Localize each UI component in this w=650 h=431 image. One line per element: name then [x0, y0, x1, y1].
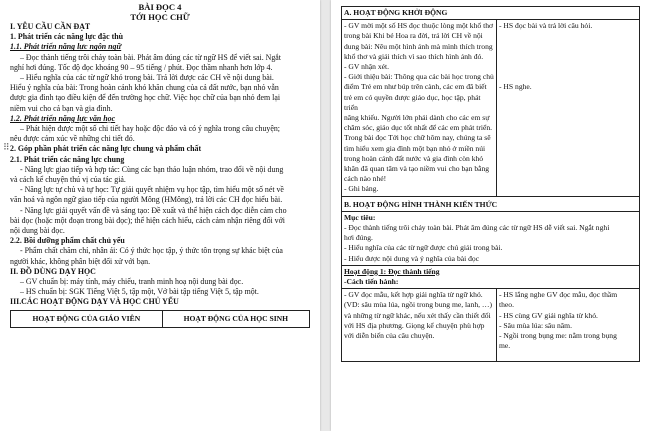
student-line: - HS nghe.: [499, 82, 532, 92]
teacher-line: - Ghi bảng.: [344, 184, 379, 194]
student-line: - HS cùng GV giải nghĩa từ khó.: [499, 310, 598, 320]
teacher-line: - GV mời một số HS đọc thuộc lòng một khổ thơ: [344, 21, 494, 31]
text-line: II. ĐỒ DÙNG DẠY HỌC: [10, 266, 96, 276]
text-line: - Phẩm chất chăm chỉ, nhân ái: Có ý thức học tập, ý thức tôn trọng sự khác biệt của: [20, 246, 283, 256]
activity-table: [341, 6, 640, 362]
text-line: nghỉ hơi đúng. Tốc độ đọc khoảng 90 – 95 tiếng / phút. Đọc thầm nhanh hơn lớp 4.: [10, 62, 273, 72]
text-line: người khác, không phân biệt đối xử với bạn.: [10, 256, 151, 266]
right-document-page: [331, 0, 650, 431]
objective-line: - Đọc thành tiếng trôi chảy toàn bài. Phát âm đúng các từ ngữ HS dễ viết sai. Ngắt nghỉ: [344, 223, 610, 233]
teacher-line: Trong bài đọc Tới học chữ hôm nay, chúng ta sẽ: [344, 133, 491, 143]
text-line: 2.1. Phát triển các năng lực chung: [10, 154, 125, 164]
activity-1-teacher: [342, 289, 497, 362]
left-body: [10, 22, 310, 308]
student-line: - HS đọc bài và trả lời câu hỏi.: [499, 21, 593, 31]
section-a-teacher: [342, 20, 497, 196]
teacher-line: năng khiếu. Người lớn phải dành cho các em sự: [344, 113, 490, 123]
text-line: - Năng lực tự chủ và tự học: Tự giải quyết nhiệm vụ học tập, tìm hiểu một số nét về: [20, 185, 284, 195]
section-a-student: [497, 20, 640, 196]
text-line: nội dung bài đọc.: [10, 226, 65, 236]
student-line: [499, 62, 637, 72]
student-line: - Ngồi trong bụng me: nằm trong bụng: [499, 331, 617, 341]
text-line: bài đọc (hoặc một đoạn trong bài đọc); thể hiện cách hiểu, cách cảm nhận riêng đối với: [10, 215, 285, 225]
text-line: – Đọc thành tiếng trôi chảy toàn bài. Phát âm đúng các từ ngữ HS để viết sai. Ngắt: [20, 52, 281, 62]
student-line: - Sâu mùa lúa: sâu năm.: [499, 320, 572, 330]
section-b-heading: B. HOẠT ĐỘNG HÌNH THÀNH KIẾN THỨC: [342, 196, 640, 211]
text-line: và cách kể chuyện thú vị của tác giả.: [10, 175, 126, 185]
teacher-line: - GV đọc mẫu, kết hợp giải nghĩa từ ngữ khó.: [344, 290, 483, 300]
teacher-line: - GV nhận xét.: [344, 62, 389, 72]
text-line: – GV chuẩn bị: máy tính, máy chiếu, tranh minh hoạ nội dung bài đọc.: [20, 277, 244, 287]
section-a-heading: A. HOẠT ĐỘNG KHỞI ĐỘNG: [342, 7, 640, 20]
objective-line: Mục tiêu:: [344, 212, 376, 222]
text-line: 1.1. Phát triển năng lực ngôn ngữ: [10, 42, 122, 52]
student-line: [499, 31, 637, 41]
text-line: 1.2. Phát triển năng lực văn học: [10, 113, 116, 123]
text-line: văn hoá và ngôn ngữ giao tiếp của người Mông (HMông), trả lời các CH đọc hiểu bài.: [10, 195, 283, 205]
text-line: Hiểu ý nghĩa của bài: Trong hoàn cảnh khó khăn chung của cả đất nước, bạn nhỏ vẫn: [10, 83, 279, 93]
left-document-page: [0, 0, 320, 431]
activity-1-student: [497, 289, 640, 362]
student-line: [499, 52, 637, 62]
teacher-line: khăn đã quan tâm và tạo niềm vui cho bạn bằng: [344, 164, 490, 174]
teacher-line: tìm hiểu xem gia đình một bạn nhỏ ở miền núi: [344, 143, 486, 153]
teacher-line: với HS địa phương. Giọng kể chuyện phù hợp: [344, 320, 485, 330]
activity-1-heading: [342, 265, 640, 288]
lesson-title: TỚI HỌC CHỮ: [130, 12, 190, 22]
teacher-line: và những từ ngữ khác, nếu xét thấy cần thiết đối: [344, 310, 491, 320]
text-line: được gia đình tạo điều kiện để đến trường học chữ. Việc học chữ của bạn nhỏ đem lại: [10, 93, 281, 103]
student-activity-header: HOẠT ĐỘNG CỦA HỌC SINH: [162, 310, 309, 327]
section-b-objectives: [342, 211, 640, 265]
teacher-line: điểm Trẻ em như búp trên cành, các em đã biết: [344, 82, 487, 92]
teacher-line: trẻ em có quyền được giáo dục, học tập, phát triển: [344, 92, 481, 112]
text-line: 1. Phát triển các năng lực đặc thù: [10, 32, 124, 42]
objective-line: - Hiểu được nội dung và ý nghĩa của bài đọc: [344, 253, 480, 263]
teacher-line: với diễn biến của câu chuyện.: [344, 331, 435, 341]
teacher-line: dung bài: Nêu một hình ảnh mà mình thích trong: [344, 41, 493, 51]
student-line: - HS lắng nghe GV đọc mẫu, đọc thầm: [499, 290, 618, 300]
student-line: [499, 72, 637, 82]
text-line: – Hiểu nghĩa của các từ ngữ khó trong bài. Trả lời được các CH về nội dung bài.: [20, 73, 274, 83]
text-line: niềm vui cho cả bạn và gia đình.: [10, 103, 113, 113]
text-line: – Phát hiện được một số chi tiết hay hoặc độc đáo và có ý nghĩa trong câu chuyện;: [20, 124, 281, 134]
lesson-number: BÀI ĐỌC 4: [138, 2, 182, 12]
teacher-line: khổ thơ và giải thích vì sao thích hình ảnh đó.: [344, 51, 484, 61]
text-line: nêu được cảm xúc về những chi tiết đó.: [10, 134, 135, 144]
text-line: - Năng lực giải quyết vấn đề và sáng tạo: Đề xuất và thể hiện cách đọc diễn cảm cho: [20, 205, 287, 215]
activity-1-title: Hoạt động 1: Đọc thành tiếng: [344, 266, 440, 276]
activity-1-subtitle: -Cách tiến hành:: [344, 277, 399, 287]
text-line: - Năng lực giao tiếp và hợp tác: Cùng các bạn thảo luận nhóm, trao đổi về nội dung: [20, 164, 284, 174]
activity-table-header: [10, 310, 310, 328]
text-line: III.CÁC HOẠT ĐỘNG DẠY VÀ HỌC CHỦ YẾU: [10, 297, 179, 307]
text-line: – HS chuẩn bị: SGK Tiếng Việt 5, tập một, Vở bài tập tiếng Việt 5, tập một.: [20, 287, 259, 297]
teacher-activity-header: HOẠT ĐỘNG CỦA GIÁO VIÊN: [11, 310, 163, 327]
teacher-line: (VD: sâu mùa lúa, ngồi trong bung me, lanh, …): [344, 300, 493, 310]
student-line: me.: [499, 341, 511, 351]
drag-handle-icon[interactable]: ⠿: [3, 142, 10, 152]
teacher-line: - Giới thiệu bài: Thông qua các bài học trong chủ: [344, 72, 494, 82]
text-line: 2. Góp phần phát triển các năng lực chung và phẩm chất: [10, 144, 202, 154]
teacher-line: trong hoàn cảnh đất nước và gia đình còn khó: [344, 153, 484, 163]
text-line: I. YÊU CẦU CẦN ĐẠT: [10, 22, 91, 31]
teacher-line: cách nào nhé!: [344, 174, 387, 184]
objective-line: hơi đúng.: [344, 233, 373, 243]
objective-line: - Hiểu nghĩa của các từ ngữ được chú giải trong bài.: [344, 243, 503, 253]
student-line: theo.: [499, 300, 514, 310]
teacher-line: trong bài Khi bé Hoa ra đời, trả lời CH về nội: [344, 31, 483, 41]
text-line: 2.2. Bồi dưỡng phẩm chất chủ yếu: [10, 236, 125, 246]
teacher-line: chăm sóc, giáo dục tốt nhất để các em phát triển.: [344, 123, 493, 133]
student-line: [499, 42, 637, 52]
